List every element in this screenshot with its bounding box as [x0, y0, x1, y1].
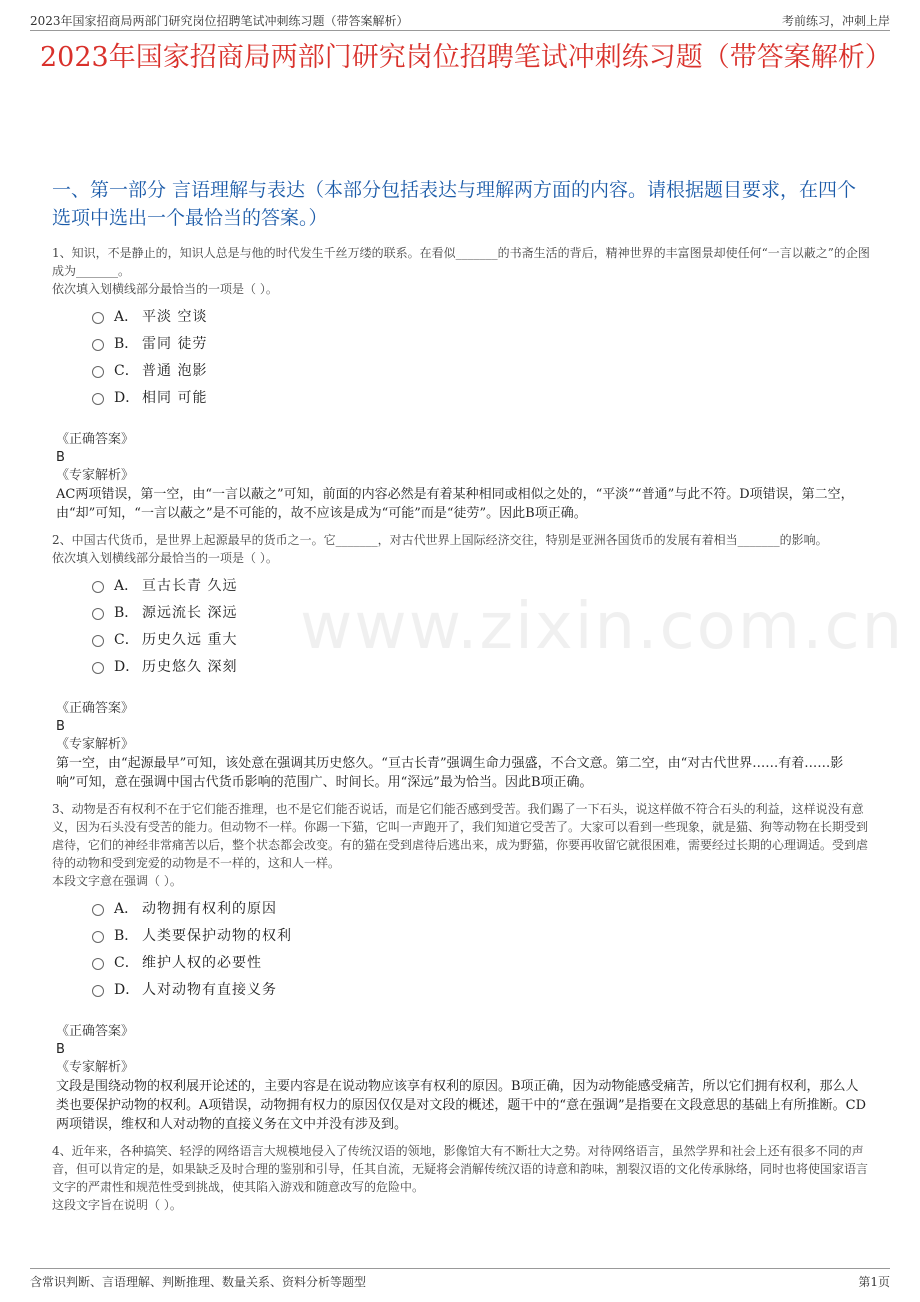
- option-list: [92, 571, 870, 679]
- page-number: 第1页: [858, 1275, 890, 1289]
- radio-icon[interactable]: [92, 581, 104, 593]
- question-prompt: 这段文字旨在说明（ ）。: [52, 1198, 182, 1212]
- option-text: 相同 可能: [142, 389, 208, 406]
- answer-label: 《正确答案》: [56, 432, 135, 447]
- option-b[interactable]: [92, 329, 870, 356]
- answer-block: [52, 699, 870, 792]
- option-letter: D．: [114, 389, 140, 406]
- option-text: 人对动物有直接义务: [142, 981, 277, 998]
- document-title: 2023年国家招商局两部门研究岗位招聘笔试冲刺练习题（带答案解析）: [40, 42, 892, 73]
- radio-icon[interactable]: [92, 635, 104, 647]
- answer-block: [52, 430, 870, 523]
- option-letter: A．: [114, 308, 139, 325]
- radio-icon[interactable]: [92, 608, 104, 620]
- watermark: www.zixin.com.cn: [300, 590, 905, 664]
- analysis-text: 文段是围绕动物的权利展开论述的，主要内容是在说动物应该享有权利的原因。B项正确，因为动物能感受痛苦，所以它们拥有权利，那么人类也要保护动物的权利。A项错误，动物拥有权力的原因仅仅是对文段的概述，题干中的“意在强调”是指要在文段意思的基础上有所推断。CD两项错误，维权和人对动物的直接义务在文中并没有涉及到。: [56, 1079, 867, 1132]
- question-1: [52, 244, 870, 523]
- option-c[interactable]: [92, 625, 870, 652]
- footer-topics: 含常识判断、言语理解、判断推理、数量关系、资料分析等题型: [30, 1275, 367, 1289]
- option-letter: D．: [114, 658, 140, 675]
- option-text: 维护人权的必要性: [142, 954, 262, 971]
- analysis-label: 《专家解析》: [56, 468, 135, 483]
- correct-answer: B: [56, 719, 65, 734]
- radio-icon[interactable]: [92, 931, 104, 943]
- option-a[interactable]: [92, 302, 870, 329]
- option-letter: B．: [114, 927, 139, 944]
- analysis-label: 《专家解析》: [56, 737, 135, 752]
- option-letter: C．: [114, 631, 139, 648]
- question-text: 4、近年来，各种搞笑、轻浮的网络语言大规模地侵入了传统汉语的领地，影像馆大有不断壮大之势。对待网络语言，虽然学界和社会上还有很多不同的声音，但可以肯定的是，如果缺乏及时合理的鉴别和引导，任其自流，无疑将会消解传统汉语的诗意和韵味，割裂汉语的文化传承脉络，同时也将使国家语言文字的严肃性和规范性受到挑战，使其陷入游戏和随意改写的危险中。: [52, 1144, 869, 1194]
- option-a[interactable]: [92, 894, 870, 921]
- option-a[interactable]: [92, 571, 870, 598]
- correct-answer: B: [56, 450, 65, 465]
- option-d[interactable]: [92, 975, 870, 1002]
- question-2: [52, 531, 870, 792]
- option-text: 历史久远 重大: [142, 631, 238, 648]
- radio-icon[interactable]: [92, 393, 104, 405]
- question-text: 2、中国古代货币，是世界上起源最早的货币之一。它_______，对古代世界上国际经济交往，特别是亚洲各国货币的发展有着相当_______的影响。: [52, 533, 828, 547]
- option-letter: B．: [114, 335, 139, 352]
- option-c[interactable]: [92, 948, 870, 975]
- option-letter: C．: [114, 954, 139, 971]
- option-text: 亘古长青 久远: [142, 577, 238, 594]
- answer-label: 《正确答案》: [56, 1024, 135, 1039]
- question-text: 1、知识，不是静止的，知识人总是与他的时代发生千丝万缕的联系。在看似_______的书斋生活的背后，精神世界的丰富图景却使任何“一言以蔽之”的企图成为_______。: [52, 246, 870, 278]
- option-text: 动物拥有权利的原因: [142, 900, 277, 917]
- question-prompt: 本段文字意在强调（ ）。: [52, 874, 182, 888]
- option-list: [92, 894, 870, 1002]
- radio-icon[interactable]: [92, 904, 104, 916]
- radio-icon[interactable]: [92, 312, 104, 324]
- section-heading: 一、第一部分 言语理解与表达（本部分包括表达与理解两方面的内容。请根据题目要求，在四个选项中选出一个最恰当的答案。）: [52, 179, 857, 229]
- option-d[interactable]: [92, 383, 870, 410]
- option-letter: C．: [114, 362, 139, 379]
- analysis-label: 《专家解析》: [56, 1060, 135, 1075]
- analysis-text: 第一空，由“起源最早”可知，该处意在强调其历史悠久。“亘古长青”强调生命力强盛，不合文意。第二空，由“对古代世界……有着……影响”可知，意在强调中国古代货币影响的范围广、时间长。用“深远”最为恰当。因此B项正确。: [56, 756, 844, 790]
- radio-icon[interactable]: [92, 662, 104, 674]
- option-text: 历史悠久 深刻: [142, 658, 238, 675]
- question-list: [52, 244, 870, 1218]
- header-slogan: 考前练习，冲刺上岸: [781, 14, 890, 28]
- question-3: [52, 800, 870, 1134]
- radio-icon[interactable]: [92, 366, 104, 378]
- radio-icon[interactable]: [92, 958, 104, 970]
- option-letter: B．: [114, 604, 139, 621]
- correct-answer: B: [56, 1042, 65, 1057]
- answer-block: [52, 1022, 870, 1134]
- radio-icon[interactable]: [92, 339, 104, 351]
- option-text: 平淡 空谈: [142, 308, 208, 325]
- analysis-text: AC两项错误，第一空，由“一言以蔽之”可知，前面的内容必然是有着某种相同或相似之处的，“平淡”“普通”与此不符。D项错误，第二空，由“却”可知，“一言以蔽之”是不可能的，故不应该是成为“可能”而是“徒劳”。因此B项正确。: [56, 487, 854, 521]
- option-d[interactable]: [92, 652, 870, 679]
- question-prompt: 依次填入划横线部分最恰当的一项是（ ）。: [52, 551, 278, 565]
- option-letter: A．: [114, 900, 139, 917]
- question-prompt: 依次填入划横线部分最恰当的一项是（ ）。: [52, 282, 278, 296]
- option-text: 普通 泡影: [142, 362, 208, 379]
- running-footer: [30, 1268, 890, 1291]
- option-letter: A．: [114, 577, 139, 594]
- question-text: 3、动物是否有权利不在于它们能否推理，也不是它们能否说话，而是它们能否感到受苦。我们踢了一下石头，说这样做不符合石头的利益，这样说没有意义，因为石头没有受苦的能力。但动物不一样。你踢一下猫，它叫一声跑开了，我们知道它受苦了。大家可以看到一些现象，就是猫、狗等动物在长期受到虐待，它们的神经非常痛苦以后，整个状态都会改变。有的猫在受到虐待后逃出来，成为野猫，你要再收留它就很困难，需要经过长期的心理调适。受到虐待的动物和受到宠爱的动物是不一样的，这和人一样。: [52, 802, 869, 870]
- option-b[interactable]: [92, 598, 870, 625]
- option-c[interactable]: [92, 356, 870, 383]
- option-letter: D．: [114, 981, 140, 998]
- option-text: 人类要保护动物的权利: [142, 927, 292, 944]
- option-list: [92, 302, 870, 410]
- running-header: [30, 8, 890, 31]
- option-text: 源远流长 深远: [142, 604, 238, 621]
- option-text: 雷同 徒劳: [142, 335, 208, 352]
- radio-icon[interactable]: [92, 985, 104, 997]
- answer-label: 《正确答案》: [56, 701, 135, 716]
- question-4: [52, 1142, 870, 1214]
- header-doc-title: 2023年国家招商局两部门研究岗位招聘笔试冲刺练习题（带答案解析）: [30, 14, 409, 28]
- option-b[interactable]: [92, 921, 870, 948]
